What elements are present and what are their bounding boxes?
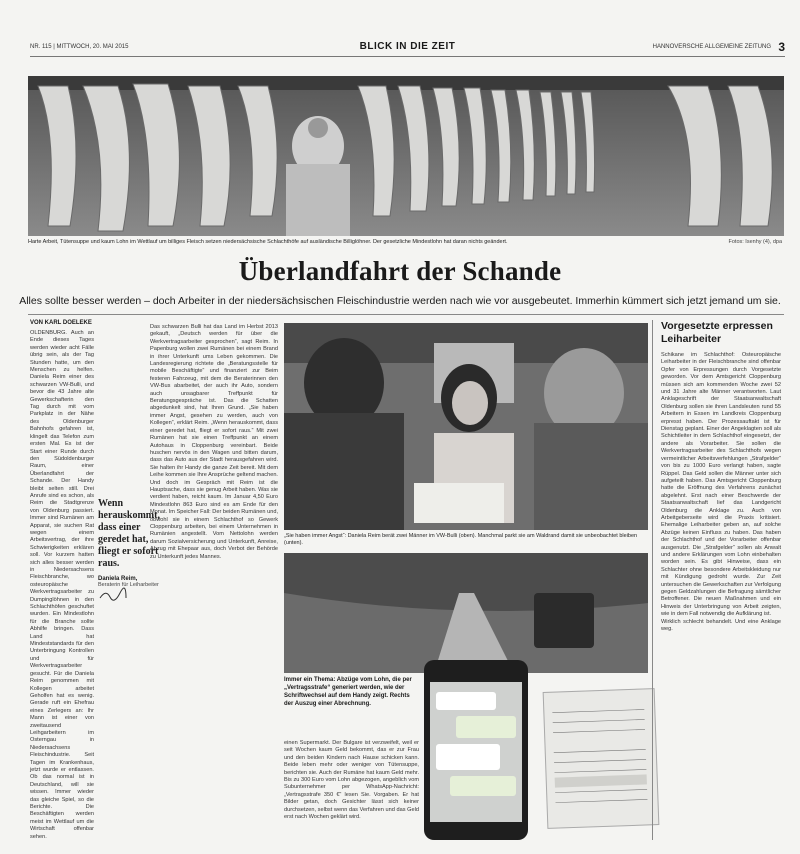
photo-credit: Fotos: Isenhy (4), dpa	[728, 239, 782, 245]
chat-messages-image	[430, 682, 522, 822]
pull-quote-role: Beraterin für Leiharbeiter	[98, 582, 159, 588]
phone-caption: Immer ein Thema: Abzüge vom Lohn, die per „Vertragsstrafe“ generiert werden, wie der Schriftwechsel auf dem Handy zeigt. Rechts der Auszug einer Abrechnung.	[284, 677, 412, 707]
photo-caption	[28, 239, 784, 249]
sidebar-body: Schikane im Schlachthof: Osteuropäische Leiharbeiter in der Fleischbranche sind offenbar Opfer von Erpressungen durch Vorgesetzte geworden. Vor dem Amtsgericht Cloppenburg müssen sich am kommenden Woche zwei 52 und 31 Jahre alte Männer verantworten. Laut Anklageschrift der Staatsanwaltschaft Oldenburg sollen sie ihren Landsleuten rund 55 Arbeitern in Essen im Landkreis Cloppenburg erpresst haben. Der Prozessauftakt ist für Dienstag geplant. Einer der Angeklagten soll als Schichtleiter in dem Schlachthof eingesetzt, der andere als Vorarbeiter. Sie sollen die Werkvertragsarbeiter des Schlachthofs wegen vermeintlicher Arbeitsverfehlungen „Strafgelder“ von bis zu 1000 Euro verlangt haben, sagte Rüppel. Das Geld sollen die Männer unter sich aufgeteilt haben. Das Amtsgericht Cloppenburg hatte die Eröffnung des Verfahrens zunächst abgelehnt. Erst nach einer Beschwerde der Staatsanwaltschaft lief das Landgericht Oldenburg die Anklage zu. Auch von Arbeitgeberseite wird die Praxis kritisiert. Ehemalige Leiharbeiter geben an, auf solche Abzüge keinen Einfluss zu haben. Das haben der Schlachthof und der Vorarbeiter offenbar ausgenutzt. Die „Strafgelder“ sollen als Anwalt und andere Erklärungen vom Lohn einbehalten worden sein. Es gibt Hinweise, dass ein Schlachter ohne besondere Arbeitskleidung nur mit Kündigung gedroht wurde. Zur Zeit untersuchen die Gewerkschaften zur Verfolgung gegen Geldzahlungen die Befragung sämtlicher Betroffener. Die neuen Maßnahmen und ein Hinweis der Unterbringung von Arbeit zeigten, wie in dem Fall notwendig die Aufklärung ist.	[661, 352, 781, 618]
issue-info: NR. 115 | MITTWOCH, 20. MAI 2015	[30, 44, 129, 50]
divider	[28, 314, 784, 315]
forest-road-image	[284, 553, 648, 673]
subheadline: Alles sollte besser werden – doch Arbeiter in der niedersächsischen Fleischindustrie werden nach wie vor ausgebeutet. Immerhin kümmert sich jetzt jemand um sie.	[19, 295, 781, 307]
headline: Überlandfahrt der Schande	[238, 256, 562, 286]
column-text: OLDENBURG. Auch an Ende dieses Tages werden wieder acht Fälle übrig sein, als der Tag Stunden hatte, um den Menschen zu helfen. Daniela Reim einer des schwarzen VW-Bulli, und bevor die 43 Jahre alte Gewerkschafterin den Tag durch mit vom Parkplatz in der Nähe des Oldenburger Bahnhofs gefahren ist, klingelt das Telefon zum ersten Mal. Es ist der Start einer Runde durch den Südoldenburger Raum, einer Überlandfahrt der Schande. Der Handy bleibt selten still. Drei Anrufe sind es schon, als Reim die Stadtgrenze von Oldenburg passiert. Immer sind Rumänen am Apparat, sie suchen Rat wegen einem Arbeitsvertrag, der ihre Schwierigkeiten erklären soll. Vor kurzem hatten sich alles besser werden in Niedersachsens Fleischbranche, wo osteuropäische Werkvertragsarbeiter zu Dumpinglöhnen in den Schlachthöfen geschuftet wurden. Ein Mindestlohn für die Branche sollte Abhilfe bringen. Dass Land hat Mindeststandards für den Unterbringung Kontrollen und für Werkvertragsarbeiter gesucht. Für die Daniela Reim genommen mit Kollegen arbeitet Geholfen hat es wenig. Gerade ruft ein Ehefrau eines Zerlegers an: Ihr Mann ist einer von zweitausend Leihgarbeitern im Osterngau in Niedersachsens Fleischindustrie. Seit Tagen im Krankenhaus, jetzt wurde er entlassen. Ob das normal ist in Deutschland, will sie wissen. Immer wieder das gleiche Spiel, so die Berichte. Die Beschäftigten werden meist im Wettlauf um die Wirtschaft offenbar sehen.	[30, 330, 94, 840]
pay-statement-image	[543, 688, 660, 829]
slaughterhouse-photo	[28, 76, 784, 236]
column-text: einen Supermarkt. Der Bulgare ist verzweifelt, weil er seit Wochen kaum Geld bekommt, das er zur Frau und den beiden Kindern nach Hause schicken kann. Beide leben mehr oder weniger von Tütensuppe, berichten sie. Auch der Rumäne hat kaum Geld mehr. Bis zu 300 Euro vom Lohn abgezogen, angeblich vom Subunternehmer per WhatsApp-Nachricht: „Vertragsstrafe 350 €“ lesen Sie. Vorgaben. Er hat Bilder getan, doch Gesichter lässt sich keiner durchsetzen, selbst wenn das Verfahren und das Geld erst nach Wochen geklärt wird.	[284, 740, 419, 821]
whatsapp-screen	[430, 682, 522, 822]
section-title: BLICK IN DIE ZEIT	[359, 41, 456, 52]
signature-icon	[98, 589, 128, 601]
sidebar-title: Vorgesetzte erpressen Leiharbeiter	[661, 320, 773, 345]
caption-text: Harte Arbeit, Tütensuppe und kaum Lohn im Wettlauf um billiges Fleisch setzen niedersächsische Schlachthöfe auf ausländische Billiglöhner. Der gesetzliche Mindestlohn hat daran nichts geändert.	[28, 239, 508, 245]
pull-quote-name: Daniela Reim,	[98, 576, 138, 582]
column-text: Das schwarzen Bulli hat das Land im Herbst 2013 gekauft, „Deutsch werden für über die Werkvertragsarbeiter gesprochen“, sagt Reim. In Papenburg wollen zwei Rumänen bei einem Brand in ihrer Unterkunft ums Leben gekommen. Die Landesregierung richtete die „Beratungsstelle für mobile Beschäftigte“ und finanziert zur Beim festeren Fahrzeug, mit dem die Beraterinnen den VW-Bus abarbeitet, der auch ihr Auto, sondern auch unsagbarer Treffpunkt für Beratungsgespräche ist. Das die Schatten abgedunkelt sind, hat Ihren Grund. „Sie haben immer Angst, gesehen zu werden, auch von Kollegen“, erklärt Reim. „Wenn herauskommt, dass einer geredet hat, fliegt er sofort raus.“ Mit zwei Rumänen hat sie einen Treffpunkt an einem Autohaus in Cloppenburg vereinbart. Beide huschen nervös in den Wagen und bitten darum, dass das Auto aus der Stadt herausgefahren wird. Sie halten ihr Handy die ganze Zeit bereit. Mit dem Leihe kommen sie Ihre Ansprüche geltend machen. Und doch im Gespräch mit Reim ist die Hauptsache, dass sie genug Arbeit haben. Was sie verdient haben, reicht kaum. Im Januar 4,50 Euro Mindestlohn 863 Euro sind es am Ende für den Monat. Im Speicher Fall: Der beiden Rumänen und, obwohl sie in einem Schlachthof so Gewerk Cloppenburg arbeiten, bei einem Unternehmen in Rumänien angestellt. Vom Nettolohn werden darum Sozialversicherung und Unterkunft, Anreise, Abzug mit Ehepaar aus, doch Verbot der Behörde zu Unterkunft jedes Mannes.	[150, 324, 278, 560]
statement-lines-image	[544, 689, 659, 828]
article-column-1b	[30, 498, 94, 838]
pull-quote-text: Wenn herauskommt, dass einer geredet hat, fliegt er sofort raus.	[98, 498, 160, 569]
page-number: 3	[778, 40, 785, 54]
sidebar-text	[661, 352, 781, 838]
article-column-2	[150, 324, 278, 839]
masthead	[30, 40, 785, 57]
forest-road-photo	[284, 553, 648, 673]
van-interior-image	[284, 323, 648, 530]
sidebar-footer: Wirklich schlecht behandelt. Und eine Anklage weg.	[661, 618, 781, 633]
van-counseling-photo	[284, 323, 648, 530]
newspaper-name: HANNOVERSCHE ALLGEMEINE ZEITUNG	[652, 44, 771, 50]
sidebar-box	[652, 320, 783, 840]
van-photo-caption: „Sie haben immer Angst“: Daniela Reim berät zwei Männer im VW-Bulli (oben). Manchmal parkt sie am Waldrand damit sie unbeobachtet bleiben (unten).	[284, 533, 638, 546]
carcass-rows-image	[28, 76, 784, 236]
article-column-1a	[30, 330, 94, 840]
smartphone-image	[424, 660, 528, 840]
article-column-3	[284, 740, 419, 840]
byline: VON KARL DOELEKE	[30, 320, 92, 326]
